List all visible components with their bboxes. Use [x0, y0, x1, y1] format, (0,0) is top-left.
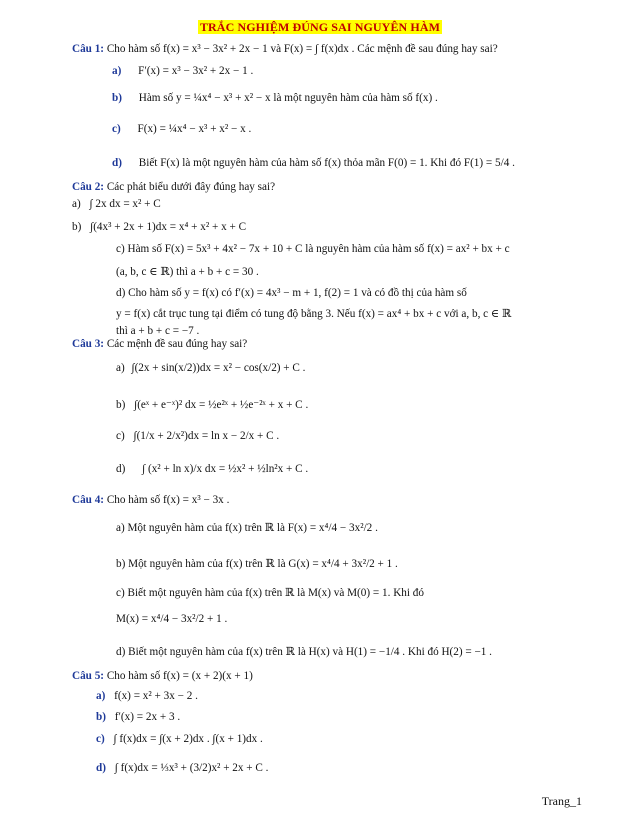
q5-option-c-label: c)	[96, 733, 105, 745]
q5-option-d-text: ∫ f(x)dx = ⅓x³ + (3/2)x² + 2x + C .	[114, 762, 269, 774]
q5-option-c	[96, 733, 263, 745]
q5-option-a-label: a)	[96, 690, 106, 702]
q1-option-c	[112, 123, 251, 135]
question-2-heading: Câu 2:	[72, 181, 105, 193]
q4-option-d: d) Biết một nguyên hàm của f(x) trên ℝ là H(x) và H(1) = −1/4 . Khi đó H(2) = −1 .	[116, 646, 492, 658]
q1-option-b-label: b)	[112, 92, 122, 104]
q1-option-c-text: F(x) = ¼x⁴ − x³ + x² − x .	[137, 123, 252, 135]
q1-option-a-label: a)	[112, 65, 122, 77]
q3-option-d-label: d)	[116, 463, 126, 475]
q2-option-b-label: b)	[72, 221, 82, 233]
q2-option-c-line2: (a, b, c ∈ ℝ) thì a + b + c = 30 .	[116, 266, 259, 278]
q3-option-c-text: ∫(1/x + 2/x²)dx = ln x − 2/x + C .	[133, 430, 280, 442]
q1-option-b	[112, 92, 438, 104]
q5-option-b-text: f′(x) = 2x + 3 .	[114, 711, 181, 723]
q2-option-b-text: ∫(4x³ + 2x + 1)dx = x⁴ + x² + x + C	[90, 221, 247, 233]
q2-option-d-line2: y = f(x) cắt trục tung tại điểm có tung độ bằng 3. Nếu f(x) = ax⁴ + bx + c với a, b, c ∈ ℝ	[116, 308, 512, 320]
page-number: Trang_1	[541, 794, 582, 808]
q2-option-a-text: ∫ 2x dx = x² + C	[89, 198, 161, 210]
q5-option-a-text: f(x) = x² + 3x − 2 .	[114, 690, 198, 702]
question-2-stem: Các phát biểu dưới đây đúng hay sai?	[106, 181, 276, 193]
document-title: TRẮC NGHIỆM ĐÚNG SAI NGUYÊN HÀM	[199, 20, 441, 34]
q3-option-a	[116, 362, 305, 374]
q5-option-c-text: ∫ f(x)dx = ∫(x + 2)dx . ∫(x + 1)dx .	[113, 733, 263, 745]
q1-option-c-label: c)	[112, 123, 121, 135]
q4-option-c-line2: M(x) = x⁴/4 − 3x²/2 + 1 .	[116, 613, 228, 625]
q5-option-d	[96, 762, 268, 774]
q1-option-d-label: d)	[112, 157, 122, 169]
question-4-stem: Cho hàm số f(x) = x³ − 3x .	[106, 494, 230, 506]
q5-option-a	[96, 690, 198, 702]
question-1-heading: Câu 1:	[72, 43, 105, 55]
q2-option-a-label: a)	[72, 198, 81, 210]
q5-option-b	[96, 711, 180, 723]
q2-option-b	[72, 221, 246, 233]
q5-option-d-label: d)	[96, 762, 106, 774]
question-4	[72, 494, 592, 506]
q2-option-c-line1: c) Hàm số F(x) = 5x³ + 4x² − 7x + 10 + C là nguyên hàm của hàm số f(x) = ax² + bx + c	[116, 243, 510, 255]
question-5-heading: Câu 5:	[72, 670, 105, 682]
question-1	[72, 43, 592, 55]
q4-option-c-line1: c) Biết một nguyên hàm của f(x) trên ℝ là M(x) và M(0) = 1. Khi đó	[116, 587, 424, 599]
q2-option-a	[72, 198, 161, 210]
question-5-stem: Cho hàm số f(x) = (x + 2)(x + 1)	[106, 670, 253, 682]
question-3	[72, 338, 592, 350]
q2-option-d-line3: thì a + b + c = −7 .	[116, 325, 200, 337]
q4-option-b: b) Một nguyên hàm của f(x) trên ℝ là G(x) = x⁴/4 + 3x²/2 + 1 .	[116, 558, 398, 570]
question-4-heading: Câu 4:	[72, 494, 105, 506]
q3-option-a-text: ∫(2x + sin(x/2))dx = x² − cos(x/2) + C .	[131, 362, 306, 374]
question-2	[72, 181, 592, 193]
q4-option-a: a) Một nguyên hàm của f(x) trên ℝ là F(x) = x⁴/4 − 3x²/2 .	[116, 522, 378, 534]
q3-option-c	[116, 430, 279, 442]
q2-option-d-line1: d) Cho hàm số y = f(x) có f′(x) = 4x³ − m + 1, f(2) = 1 và có đồ thị của hàm số	[116, 287, 467, 299]
q1-option-a	[112, 65, 253, 77]
q1-option-b-text: Hàm số y = ¼x⁴ − x³ + x² − x là một nguyên hàm của hàm số f(x) .	[138, 92, 438, 104]
question-5	[72, 670, 592, 682]
q3-option-b-text: ∫(eˣ + e⁻ˣ)² dx = ½e²ˣ + ½e⁻²ˣ + x + C .	[134, 399, 309, 411]
question-1-stem: Cho hàm số f(x) = x³ − 3x² + 2x − 1 và F(x) = ∫ f(x)dx . Các mệnh đề sau đúng hay sai?	[106, 43, 498, 55]
q3-option-d	[116, 463, 308, 475]
q5-option-b-label: b)	[96, 711, 106, 723]
document-title-wrap	[0, 20, 640, 35]
question-3-stem: Các mệnh đề sau đúng hay sai?	[106, 338, 248, 350]
q3-option-b-label: b)	[116, 399, 126, 411]
q3-option-d-text: ∫ (x² + ln x)/x dx = ½x² + ½ln²x + C .	[142, 463, 309, 475]
q1-option-a-text: F′(x) = x³ − 3x² + 2x − 1 .	[138, 65, 254, 77]
q1-option-d	[112, 157, 515, 169]
q3-option-c-label: c)	[116, 430, 125, 442]
q3-option-a-label: a)	[116, 362, 125, 374]
q1-option-d-text: Biết F(x) là một nguyên hàm của hàm số f(x) thỏa mãn F(0) = 1. Khi đó F(1) = 5/4 .	[138, 157, 515, 169]
question-3-heading: Câu 3:	[72, 338, 105, 350]
q3-option-b	[116, 398, 308, 411]
